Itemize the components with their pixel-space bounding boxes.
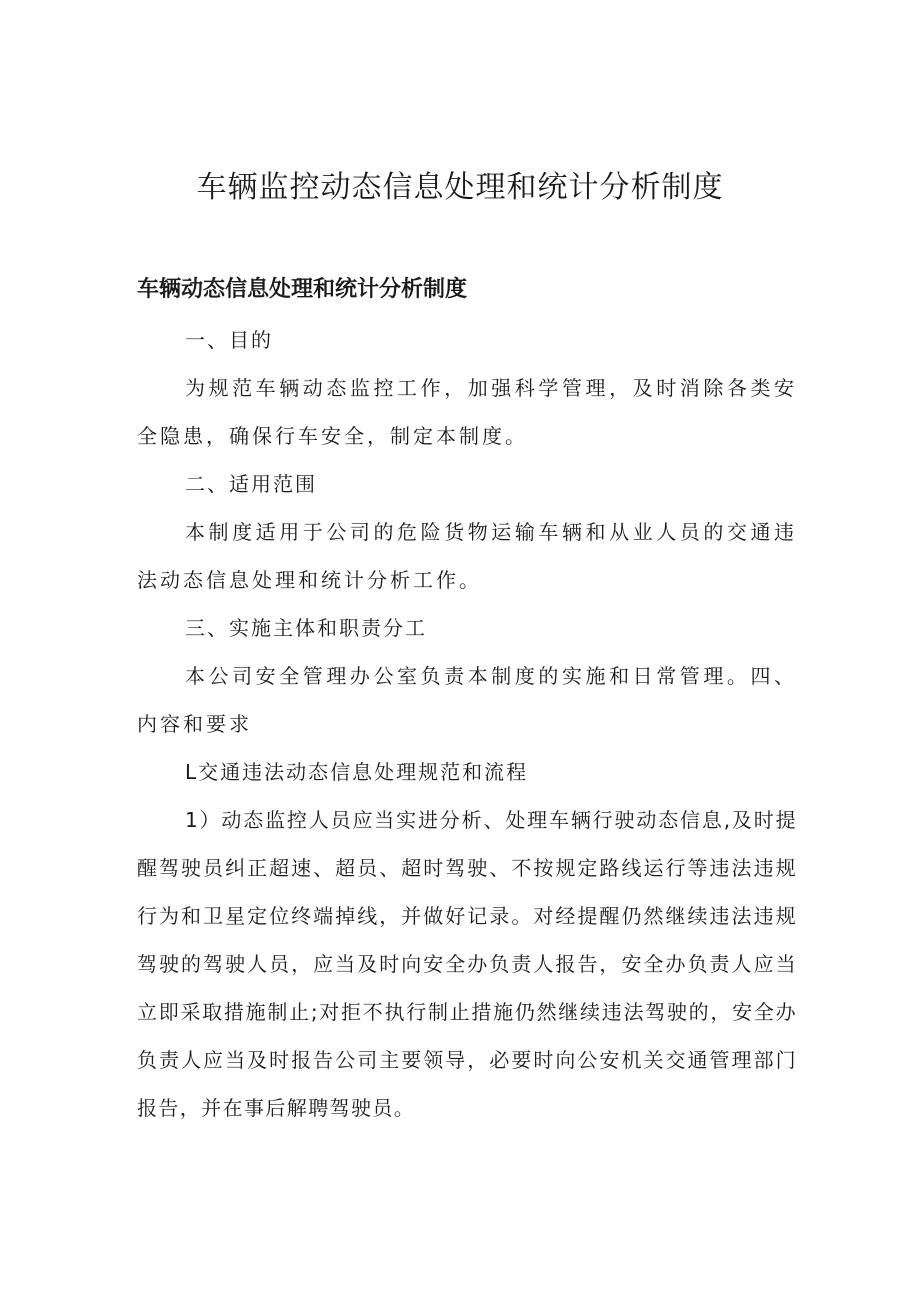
document-subtitle: 车辆动态信息处理和统计分析制度 <box>137 277 468 302</box>
section-text-purpose: 为规范车辆动态监控工作，加强科学管理，及时消除各类安全隐患，确保行车安全，制定本制度。 <box>137 376 797 448</box>
item-text-process: 1）动态监控人员应当实进分析、处理车辆行驶动态信息,及时提醒驾驶员纠正超速、超员、超时驾驶、不按规定路线运行等违法违规行为和卫星定位终端掉线，并做好记录。对经提醒仍然继续违法违规驾驶的驾驶人员，应当及时向安全办负责人报告，安全办负责人应当立即采取措施制止;对拒不执行制止措施仍然继续违法驾驶的，安全办负责人应当及时报告公司主要领导，必要时向公安机关交通管理部门报告，并在事后解聘驾驶员。 <box>137 808 797 1120</box>
document-body <box>137 316 797 1132</box>
section-text-responsibility: 本公司安全管理办公室负责本制度的实施和日常管理。四、内容和要求 <box>137 664 797 736</box>
document-title: 车辆监控动态信息处理和统计分析制度 <box>196 170 724 205</box>
section-heading-purpose: 一、目的 <box>185 328 273 352</box>
section-heading-scope: 二、适用范围 <box>185 472 317 496</box>
section-heading-responsibility: 三、实施主体和职责分工 <box>185 616 427 640</box>
section-text-scope: 本制度适用于公司的危险货物运输车辆和从业人员的交通违法动态信息处理和统计分析工作。 <box>137 520 797 592</box>
item-heading-process: L交通违法动态信息处理规范和流程 <box>185 760 529 784</box>
